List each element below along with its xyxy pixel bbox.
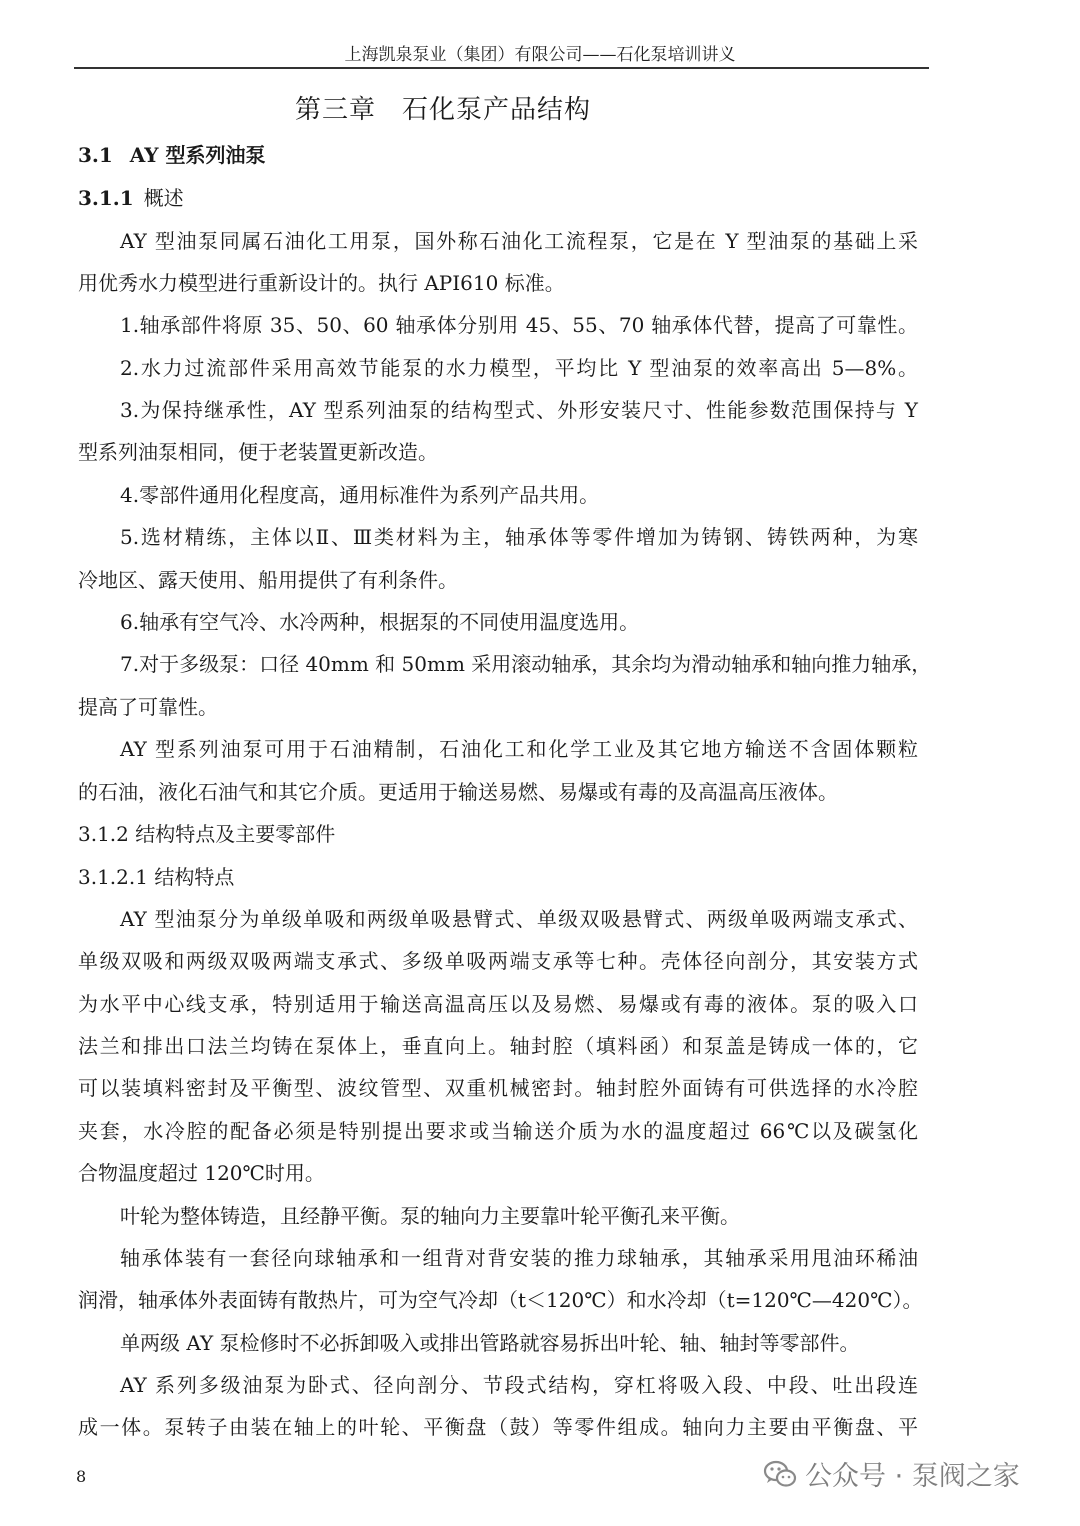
watermark [763, 1454, 1020, 1493]
section-number: 3.1 [78, 143, 113, 167]
text-line: 单级双吸和两级双吸两端支承式、多级单吸两端支承等七种。壳体径向剖分，其安装方式 [78, 949, 918, 973]
text-line: 2.水力过流部件采用高效节能泵的水力模型，平均比 Y 型油泵的效率高出 5—8%。 [120, 356, 918, 380]
chapter-title [295, 89, 591, 126]
wechat-icon [763, 1459, 797, 1489]
header-rule [74, 67, 929, 69]
page-number: 8 [76, 1467, 87, 1486]
text-line: 型系列油泵相同，便于老装置更新改造。 [78, 440, 438, 464]
chapter-number: 第三章 [295, 95, 377, 125]
text-line: 单两级 AY 泵检修时不必拆卸吸入或排出管路就容易拆出叶轮、轴、轴封等零部件。 [120, 1331, 860, 1355]
text-line: 轴承体装有一套径向球轴承和一组背对背安装的推力球轴承，其轴承采用甩油环稀油 [120, 1246, 918, 1270]
chapter-name: 石化泵产品结构 [402, 95, 592, 125]
text-line: AY 型油泵同属石油化工用泵，国外称石油化工流程泵，它是在 Y 型油泵的基础上采 [120, 229, 918, 253]
text-line: 可以装填料密封及平衡型、波纹管型、双重机械密封。轴封腔外面铸有可供选择的水冷腔 [78, 1076, 918, 1100]
subsection-heading: 3.1.2.1 结构特点 [78, 865, 235, 889]
text-line: 为水平中心线支承，特别适用于输送高温高压以及易燃、易爆或有毒的液体。泵的吸入口 [78, 992, 918, 1016]
subsection-heading: 3.1.2 结构特点及主要零部件 [78, 822, 336, 846]
text-line: 冷地区、露天使用、船用提供了有利条件。 [78, 568, 458, 592]
text-line: 成一体。泵转子由装在轴上的叶轮、平衡盘（鼓）等零件组成。轴向力主要由平衡盘、平 [78, 1415, 918, 1439]
text-line: 的石油，液化石油气和其它介质。更适用于输送易燃、易爆或有毒的及高温高压液体。 [78, 780, 838, 804]
section-title: AY 型系列油泵 [129, 143, 266, 167]
text-line: 4.零部件通用化程度高，通用标准件为系列产品共用。 [120, 483, 600, 507]
text-line: 7.对于多级泵：口径 40mm 和 50mm 采用滚动轴承，其余均为滑动轴承和轴向推力轴承， [120, 652, 932, 676]
text-line: 叶轮为整体铸造，且经静平衡。泵的轴向力主要靠叶轮平衡孔来平衡。 [120, 1204, 740, 1228]
text-line: AY 系列多级油泵为卧式、径向剖分、节段式结构，穿杠将吸入段、中段、吐出段连 [120, 1373, 918, 1397]
text-line: AY 型油泵分为单级单吸和两级单吸悬臂式、单级双吸悬臂式、两级单吸两端支承式、 [120, 907, 918, 931]
text-line: 用优秀水力模型进行重新设计的。执行 API610 标准。 [78, 271, 565, 295]
section-heading-3-1-1 [78, 181, 918, 215]
text-line: 5.选材精练，主体以Ⅱ、Ⅲ类材料为主，轴承体等零件增加为铸钢、铸铁两种，为寒 [120, 525, 918, 549]
section-title: 概述 [143, 186, 184, 210]
page-header: 上海凯泉泵业（集团）有限公司——石化泵培训讲义 [344, 45, 736, 65]
section-heading-3-1 [78, 138, 918, 172]
text-line: 6.轴承有空气冷、水冷两种，根据泵的不同使用温度选用。 [120, 610, 640, 634]
text-line: 合物温度超过 120℃时用。 [78, 1161, 325, 1185]
text-line: 夹套，水冷腔的配备必须是特别提出要求或当输送介质为水的温度超过 66℃以及碳氢化 [78, 1119, 918, 1143]
text-line: 法兰和排出口法兰均铸在泵体上，垂直向上。轴封腔（填料函）和泵盖是铸成一体的，它 [78, 1034, 918, 1058]
section-number: 3.1.1 [78, 186, 134, 210]
text-line: 润滑，轴承体外表面铸有散热片，可为空气冷却（t＜120℃）和水冷却（t=120℃—420℃）。 [78, 1288, 923, 1312]
text-line: 1.轴承部件将原 35、50、60 轴承体分别用 45、55、70 轴承体代替，提高了可靠性。 [120, 313, 918, 337]
watermark-text: 公众号 · 泵阀之家 [805, 1461, 1020, 1492]
text-line: 3.为保持继承性，AY 型系列油泵的结构型式、外形安装尺寸、性能参数范围保持与 Y [120, 398, 918, 422]
text-line: AY 型系列油泵可用于石油精制，石油化工和化学工业及其它地方输送不含固体颗粒 [120, 737, 918, 761]
text-line: 提高了可靠性。 [78, 695, 218, 719]
